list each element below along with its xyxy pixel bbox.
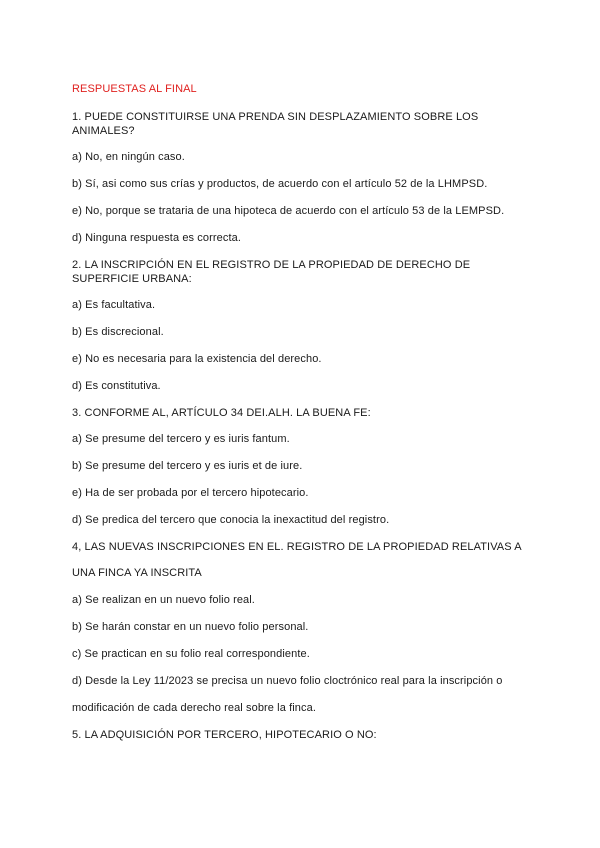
question-4-line-1: 4, LAS NUEVAS INSCRIPCIONES EN EL. REGISTRO DE LA PROPIEDAD RELATIVAS A xyxy=(72,541,522,553)
document-content xyxy=(72,82,532,754)
question-4-option-c: c) Se practican en su folio real correspondiente. xyxy=(72,648,310,660)
question-3: 3. CONFORME AL, ARTÍCULO 34 DEI.ALH. LA BUENA FE: xyxy=(72,407,371,419)
question-3-option-b: b) Se presume del tercero y es iuris et de iure. xyxy=(72,460,303,472)
question-1-option-c: e) No, porque se trataria de una hipoteca de acuerdo con el artículo 53 de la LEMPSD. xyxy=(72,205,505,217)
answers-at-end-heading: RESPUESTAS AL FINAL xyxy=(72,83,197,95)
question-3-option-d: d) Se predica del tercero que conocia la inexactitud del registro. xyxy=(72,514,390,526)
question-4-option-d-line-1: d) Desde la Ley 11/2023 se precisa un nuevo folio cloctrónico real para la inscripción o xyxy=(72,675,503,687)
question-1-option-a: a) No, en ningún caso. xyxy=(72,151,185,163)
question-4-option-a: a) Se realizan en un nuevo folio real. xyxy=(72,594,255,606)
question-4-option-d-line-2: modificación de cada derecho real sobre la finca. xyxy=(72,702,316,714)
question-1: 1. PUEDE CONSTITUIRSE UNA PRENDA SIN DESPLAZAMIENTO SOBRE LOS ANIMALES? xyxy=(72,111,479,137)
question-1-option-d: d) Ninguna respuesta es correcta. xyxy=(72,232,241,244)
question-1-option-b: b) Sí, asi como sus crías y productos, de acuerdo con el artículo 52 de la LHMPSD. xyxy=(72,178,488,190)
question-2-option-a: a) Es facultativa. xyxy=(72,299,156,311)
question-4-line-2: UNA FINCA YA INSCRITA xyxy=(72,567,202,579)
question-4-option-b: b) Se harán constar en un nuevo folio personal. xyxy=(72,621,309,633)
question-5: 5. LA ADQUISICIÓN POR TERCERO, HIPOTECARIO O NO: xyxy=(72,729,377,741)
question-2: 2. LA INSCRIPCIÓN EN EL REGISTRO DE LA PROPIEDAD DE DERECHO DE SUPERFICIE URBANA: xyxy=(72,259,471,285)
question-2-option-b: b) Es discrecional. xyxy=(72,326,164,338)
question-2-option-d: d) Es constitutiva. xyxy=(72,380,161,392)
question-3-option-c: e) Ha de ser probada por el tercero hipotecario. xyxy=(72,487,309,499)
question-2-option-c: e) No es necesaria para la existencia del derecho. xyxy=(72,353,322,365)
question-3-option-a: a) Se presume del tercero y es iuris fantum. xyxy=(72,433,290,445)
